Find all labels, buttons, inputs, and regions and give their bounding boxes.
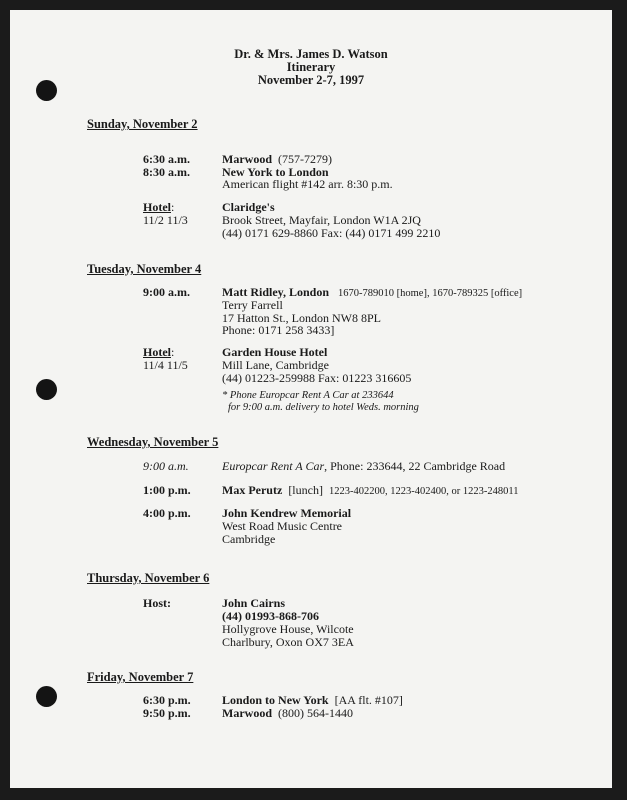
time: 6:30 a.m. xyxy=(143,152,190,166)
detail-line: (44) 01223-259988 Fax: 01223 316605 xyxy=(222,371,412,385)
detail-line: Charlbury, Oxon OX7 3EA xyxy=(222,635,354,649)
day-heading-friday: Friday, November 7 xyxy=(87,670,194,684)
phone: 1670-789010 [home], 1670-789325 [office] xyxy=(338,288,523,299)
entry-title: Marwood xyxy=(222,706,272,720)
entry-title: Marwood xyxy=(222,152,272,166)
entry-title: Claridge's xyxy=(222,200,275,214)
entry-title: Garden House Hotel xyxy=(222,345,328,359)
entry-title: Max Perutz xyxy=(222,483,283,497)
day-heading-sunday: Sunday, November 2 xyxy=(87,117,198,131)
time: 4:00 p.m. xyxy=(143,506,191,520)
phone: (800) 564-1440 xyxy=(278,706,353,720)
detail-line: Terry Farrell xyxy=(222,298,283,312)
header-names: Dr. & Mrs. James D. Watson xyxy=(234,47,388,61)
time: 9:00 a.m. xyxy=(143,459,189,473)
entry-title: John Cairns xyxy=(222,596,286,610)
phone: 1223-402200, 1223-402400, or 1223-248011 xyxy=(328,486,519,497)
binder-hole-bottom xyxy=(36,686,57,707)
time: 6:30 p.m. xyxy=(143,693,191,707)
time: 8:30 a.m. xyxy=(143,165,190,179)
time: 1:00 p.m. xyxy=(143,483,191,497)
detail-line: West Road Music Centre xyxy=(222,519,343,533)
host-label: Host: xyxy=(143,596,171,610)
entry-title-line: Max Perutz [lunch] 1223-402200, 1223-402400, or 1223-248011 xyxy=(222,483,519,497)
document-header xyxy=(10,48,612,87)
header-dates: November 2-7, 1997 xyxy=(257,73,365,87)
detail-line: Cambridge xyxy=(222,532,276,546)
entry-title: John Kendrew Memorial xyxy=(222,506,352,520)
detail-line: (44) 0171 629-8860 Fax: (44) 0171 499 2210 xyxy=(222,226,441,240)
note-line: * Phone Europcar Rent A Car at 233644 xyxy=(222,390,394,401)
hotel-label: Hotel: xyxy=(143,200,175,214)
detail-line: Brook Street, Mayfair, London W1A 2JQ xyxy=(222,213,421,227)
hotel-dates: 11/2 11/3 xyxy=(143,213,188,227)
hotel-dates: 11/4 11/5 xyxy=(143,358,188,372)
day-heading-tuesday: Tuesday, November 4 xyxy=(87,262,202,276)
entry-title: Europcar Rent A Car xyxy=(222,459,325,473)
phone: (44) 01993-868-706 xyxy=(222,609,319,623)
detail-line: Mill Lane, Cambridge xyxy=(222,358,329,372)
note-line: for 9:00 a.m. delivery to hotel Weds. morning xyxy=(228,402,419,413)
time: 9:50 p.m. xyxy=(143,706,191,720)
time: 9:00 a.m. xyxy=(143,285,190,299)
entry-title-line xyxy=(222,707,353,720)
day-heading-thursday: Thursday, November 6 xyxy=(87,571,210,585)
detail-line: American flight #142 arr. 8:30 p.m. xyxy=(222,177,393,191)
entry-title: New York to London xyxy=(222,165,329,179)
phone: (757-7279) xyxy=(278,152,332,166)
detail-line: 17 Hatton St., London NW8 8PL xyxy=(222,311,381,325)
detail-line: Phone: 0171 258 3433] xyxy=(222,323,335,337)
entry-title-line: London to New York [AA flt. #107] xyxy=(222,693,403,707)
document-page xyxy=(10,10,612,788)
hotel-label: Hotel: xyxy=(143,345,175,359)
detail-line: Hollygrove House, Wilcote xyxy=(222,622,354,636)
binder-hole-middle xyxy=(36,379,57,400)
entry-title: London to New York xyxy=(222,693,329,707)
entry-title-line: Europcar Rent A Car, Phone: 233644, 22 Cambridge Road xyxy=(222,459,506,473)
day-heading-wednesday: Wednesday, November 5 xyxy=(87,435,219,449)
entry-title: Matt Ridley, London xyxy=(222,285,330,299)
header-title: Itinerary xyxy=(286,60,336,74)
